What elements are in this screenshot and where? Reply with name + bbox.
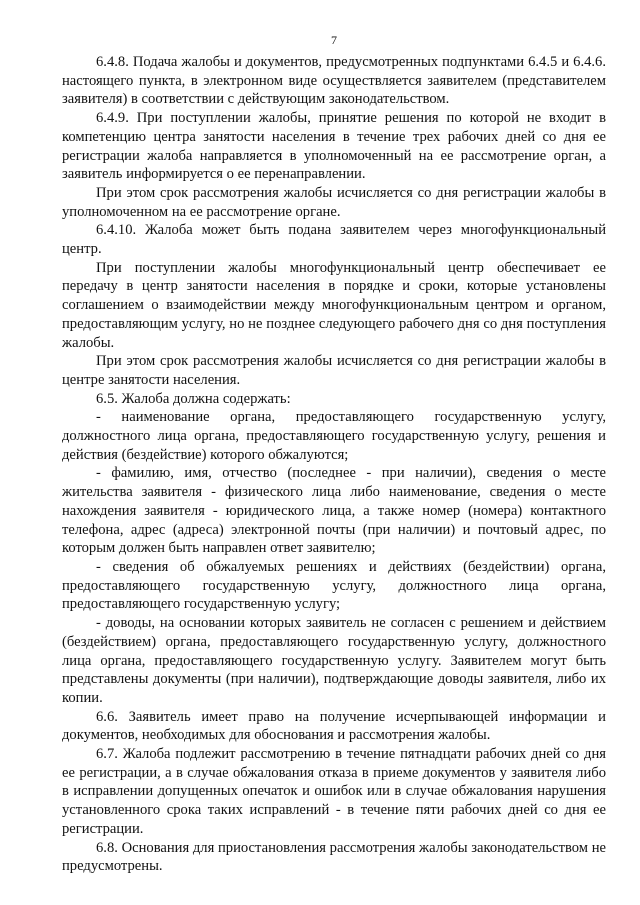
- paragraph-6-5: 6.5. Жалоба должна содержать:: [96, 390, 291, 407]
- paragraph-6-6: 6.6. Заявитель имеет право на получение исчерпывающей информации и документов, необходимых для обоснования и рассмотрения жалобы.: [62, 708, 606, 744]
- paragraph-6-7: 6.7. Жалоба подлежит рассмотрению в течение пятнадцати рабочих дней со дня ее регистрации, а в случае обжалования отказа в приеме документов у заявителя либо в исправлении допущенных опечаток и ошибок или в случае обжалования нарушения установленного срока таких исправлений - в течение пяти рабочих дней со дня ее регистрации.: [62, 746, 606, 837]
- paragraph-6-4-10-transfer: При поступлении жалобы многофункциональный центр обеспечивает ее передачу в центр занятости населения в порядке и сроки, которые установлены соглашением о взаимодействии между многофункциональным центром и органом, предоставляющим услугу, но не позднее следующего рабочего дня со дня поступления жалобы.: [62, 259, 606, 351]
- paragraph-6-4-9: 6.4.9. При поступлении жалобы, принятие решения по которой не входит в компетенцию центра занятости населения в течение трех рабочих дней со дня ее регистрации жалоба направляется в уполномоченный на ее рассмотрение орган, а заявитель информируется о ее перенаправлении.: [62, 110, 606, 183]
- list-item-organ-name: - наименование органа, предоставляющего государственную услугу, должностного лица органа, предоставляющего государственную услугу, решения и действия (бездействие) которого обжалуются;: [62, 409, 606, 463]
- list-item-applicant-details: - фамилию, имя, отчество (последнее - при наличии), сведения о месте жительства заявителя - физического лица либо наименование, сведения о месте нахождения заявителя - юридического лица, а также номер (номера) контактного телефона, адрес (адреса) электронной почты (при наличии) и почтовый адрес, по которым должен быть направлен ответ заявителю;: [62, 465, 606, 557]
- paragraph-6-4-10: 6.4.10. Жалоба может быть подана заявителем через многофункциональный центр.: [62, 222, 606, 258]
- page-number: 7: [331, 33, 337, 47]
- document-page: [62, 33, 606, 876]
- paragraph-6-4-10-term: При этом срок рассмотрения жалобы исчисляется со дня регистрации жалобы в центре занятости населения.: [62, 353, 606, 388]
- paragraph-6-8: 6.8. Основания для приостановления рассмотрения жалобы законодательством не предусмотрены.: [62, 839, 606, 875]
- list-item-arguments: - доводы, на основании которых заявитель не согласен с решением и действием (бездействием) органа, предоставляющего государственную услугу, должностного лица органа, предоставляющего государственную услугу. Заявителем могут быть представлены документы (при наличии), подтверждающие доводы заявителя, либо их копии.: [62, 615, 606, 706]
- list-item-appealed-decisions: - сведения об обжалуемых решениях и действиях (бездействии) органа, предоставляющего государственную услугу, должностного лица органа, предоставляющего государственную услугу;: [62, 558, 606, 613]
- paragraph-6-4-9-term: При этом срок рассмотрения жалобы исчисляется со дня регистрации жалобы в уполномоченном на ее рассмотрение органе.: [62, 184, 606, 220]
- paragraph-6-4-8: 6.4.8. Подача жалобы и документов, предусмотренных подпунктами 6.4.5 и 6.4.6. настоящего пункта, в электронном виде осуществляется заявителем (представителем заявителя) в соответствии с действующим законодательством.: [62, 54, 606, 108]
